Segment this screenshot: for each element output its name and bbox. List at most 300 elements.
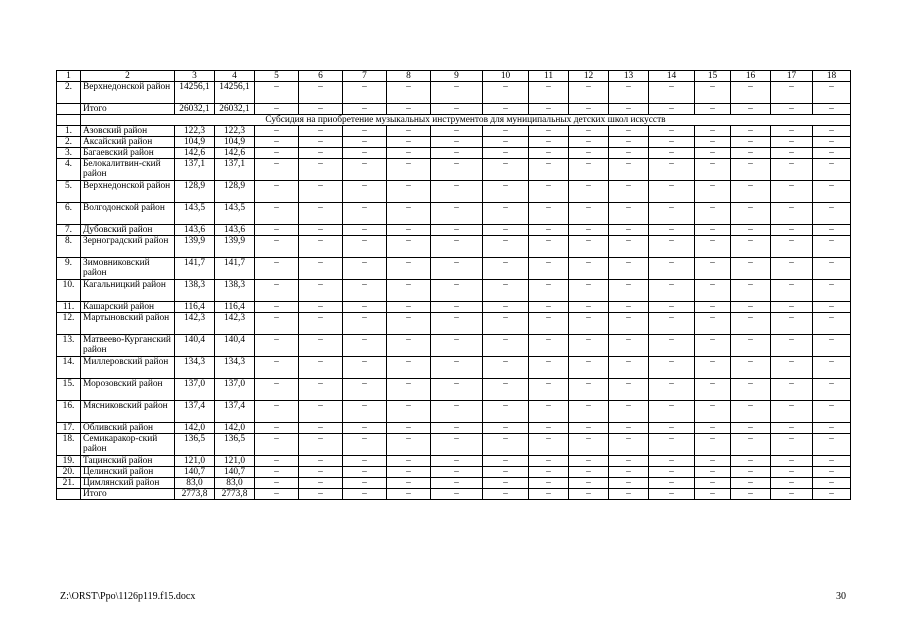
- column-header: 5: [255, 71, 299, 82]
- empty-dash-cell: –: [569, 467, 609, 478]
- empty-dash-cell: –: [343, 258, 387, 280]
- empty-dash-cell: –: [431, 335, 483, 357]
- table-row: [57, 104, 851, 115]
- empty-dash-cell: –: [695, 478, 731, 489]
- empty-dash-cell: –: [431, 302, 483, 313]
- empty-dash-cell: –: [649, 467, 695, 478]
- empty-dash-cell: –: [609, 379, 649, 401]
- empty-dash-cell: –: [387, 126, 431, 137]
- empty-dash-cell: –: [569, 313, 609, 335]
- empty-dash-cell: –: [609, 137, 649, 148]
- empty-dash-cell: –: [343, 137, 387, 148]
- empty-dash-cell: –: [299, 467, 343, 478]
- empty-dash-cell: –: [529, 434, 569, 456]
- empty-dash-cell: –: [649, 423, 695, 434]
- empty-dash-cell: –: [649, 456, 695, 467]
- row-number: 10.: [57, 280, 81, 302]
- column-header: 2: [81, 71, 175, 82]
- empty-dash-cell: –: [771, 313, 813, 335]
- empty-dash-cell: –: [255, 225, 299, 236]
- empty-dash-cell: –: [483, 280, 529, 302]
- empty-dash-cell: –: [483, 357, 529, 379]
- empty-dash-cell: –: [569, 357, 609, 379]
- empty-dash-cell: –: [771, 148, 813, 159]
- empty-dash-cell: –: [649, 236, 695, 258]
- empty-dash-cell: –: [529, 456, 569, 467]
- table-row: [57, 181, 851, 203]
- empty-dash-cell: –: [431, 82, 483, 104]
- empty-dash-cell: –: [343, 82, 387, 104]
- district-name: Белокалитвин-ский район: [81, 159, 175, 181]
- empty-dash-cell: –: [813, 82, 851, 104]
- empty-dash-cell: –: [813, 148, 851, 159]
- empty-dash-cell: –: [255, 148, 299, 159]
- empty-dash-cell: –: [529, 423, 569, 434]
- value-col-3: 2773,8: [175, 489, 215, 500]
- empty-dash-cell: –: [569, 379, 609, 401]
- row-number: 20.: [57, 467, 81, 478]
- district-name: Зимовниковский район: [81, 258, 175, 280]
- column-header: 6: [299, 71, 343, 82]
- empty-dash-cell: –: [609, 313, 649, 335]
- value-col-4: 134,3: [215, 357, 255, 379]
- empty-dash-cell: –: [255, 423, 299, 434]
- empty-dash-cell: –: [431, 181, 483, 203]
- budget-table: [56, 70, 851, 500]
- empty-dash-cell: –: [731, 357, 771, 379]
- empty-dash-cell: –: [483, 225, 529, 236]
- empty-dash-cell: –: [771, 478, 813, 489]
- empty-dash-cell: –: [343, 159, 387, 181]
- value-col-4: 122,3: [215, 126, 255, 137]
- district-name: Багаевский район: [81, 148, 175, 159]
- empty-dash-cell: –: [813, 280, 851, 302]
- value-col-3: 142,0: [175, 423, 215, 434]
- empty-dash-cell: –: [771, 104, 813, 115]
- empty-dash-cell: –: [529, 82, 569, 104]
- value-col-4: 141,7: [215, 258, 255, 280]
- empty-dash-cell: –: [609, 434, 649, 456]
- empty-dash-cell: –: [431, 467, 483, 478]
- table-row: [57, 280, 851, 302]
- empty-dash-cell: –: [649, 137, 695, 148]
- value-col-4: 137,4: [215, 401, 255, 423]
- empty-dash-cell: –: [771, 434, 813, 456]
- row-number: [57, 489, 81, 500]
- empty-dash-cell: –: [387, 434, 431, 456]
- district-name: Азовский район: [81, 126, 175, 137]
- district-name: Семикаракор-ский район: [81, 434, 175, 456]
- empty-dash-cell: –: [299, 379, 343, 401]
- value-col-4: 138,3: [215, 280, 255, 302]
- empty-dash-cell: –: [771, 236, 813, 258]
- row-number: 19.: [57, 456, 81, 467]
- district-name: Дубовский район: [81, 225, 175, 236]
- empty-dash-cell: –: [299, 258, 343, 280]
- value-col-4: 137,0: [215, 379, 255, 401]
- empty-dash-cell: –: [649, 478, 695, 489]
- empty-dash-cell: –: [649, 104, 695, 115]
- empty-dash-cell: –: [343, 478, 387, 489]
- value-col-3: 143,6: [175, 225, 215, 236]
- table-row: [57, 478, 851, 489]
- empty-dash-cell: –: [609, 478, 649, 489]
- empty-dash-cell: –: [431, 159, 483, 181]
- column-header: 12: [569, 71, 609, 82]
- empty-dash-cell: –: [813, 467, 851, 478]
- value-col-3: 137,1: [175, 159, 215, 181]
- district-name: Итого: [81, 489, 175, 500]
- empty-dash-cell: –: [431, 456, 483, 467]
- district-name: Волгодонской район: [81, 203, 175, 225]
- empty-dash-cell: –: [255, 126, 299, 137]
- empty-dash-cell: –: [569, 434, 609, 456]
- empty-dash-cell: –: [343, 401, 387, 423]
- empty-dash-cell: –: [731, 456, 771, 467]
- column-header: 7: [343, 71, 387, 82]
- empty-dash-cell: –: [609, 335, 649, 357]
- empty-dash-cell: –: [299, 434, 343, 456]
- table-row: [57, 357, 851, 379]
- empty-dash-cell: –: [483, 126, 529, 137]
- empty-dash-cell: –: [695, 280, 731, 302]
- empty-dash-cell: –: [649, 82, 695, 104]
- column-header: 10: [483, 71, 529, 82]
- empty-dash-cell: –: [695, 313, 731, 335]
- value-col-4: 128,9: [215, 181, 255, 203]
- empty-dash-cell: –: [813, 236, 851, 258]
- empty-dash-cell: –: [731, 280, 771, 302]
- empty-dash-cell: –: [343, 104, 387, 115]
- empty-dash-cell: –: [695, 258, 731, 280]
- row-number: 3.: [57, 148, 81, 159]
- empty-dash-cell: –: [731, 401, 771, 423]
- value-col-3: 139,9: [175, 236, 215, 258]
- empty-dash-cell: –: [387, 456, 431, 467]
- value-col-4: 142,0: [215, 423, 255, 434]
- empty-dash-cell: –: [299, 225, 343, 236]
- empty-dash-cell: –: [255, 104, 299, 115]
- empty-dash-cell: –: [387, 335, 431, 357]
- table-row: [57, 456, 851, 467]
- empty-dash-cell: –: [695, 236, 731, 258]
- empty-dash-cell: –: [731, 148, 771, 159]
- empty-dash-cell: –: [813, 434, 851, 456]
- empty-dash-cell: –: [813, 423, 851, 434]
- table-row: [57, 82, 851, 104]
- empty-dash-cell: –: [609, 159, 649, 181]
- empty-dash-cell: –: [299, 236, 343, 258]
- empty-dash-cell: –: [649, 401, 695, 423]
- row-number: 9.: [57, 258, 81, 280]
- empty-dash-cell: –: [255, 236, 299, 258]
- empty-dash-cell: –: [771, 302, 813, 313]
- value-col-3: 128,9: [175, 181, 215, 203]
- empty-dash-cell: –: [609, 203, 649, 225]
- empty-dash-cell: –: [695, 357, 731, 379]
- empty-dash-cell: –: [609, 357, 649, 379]
- column-header: 16: [731, 71, 771, 82]
- column-header: 8: [387, 71, 431, 82]
- empty-dash-cell: –: [813, 181, 851, 203]
- empty-dash-cell: –: [569, 159, 609, 181]
- empty-dash-cell: –: [731, 159, 771, 181]
- empty-dash-cell: –: [299, 335, 343, 357]
- empty-dash-cell: –: [569, 126, 609, 137]
- empty-dash-cell: –: [813, 401, 851, 423]
- value-col-4: 143,6: [215, 225, 255, 236]
- empty-dash-cell: –: [771, 137, 813, 148]
- empty-dash-cell: –: [299, 137, 343, 148]
- column-header: 13: [609, 71, 649, 82]
- column-header: 9: [431, 71, 483, 82]
- empty-dash-cell: –: [343, 126, 387, 137]
- empty-dash-cell: –: [609, 258, 649, 280]
- empty-dash-cell: –: [813, 258, 851, 280]
- district-name: Целинский район: [81, 467, 175, 478]
- empty-dash-cell: –: [255, 489, 299, 500]
- empty-dash-cell: –: [569, 401, 609, 423]
- district-name: Итого: [81, 104, 175, 115]
- value-col-3: 142,3: [175, 313, 215, 335]
- value-col-4: 143,5: [215, 203, 255, 225]
- empty-dash-cell: –: [649, 148, 695, 159]
- empty-dash-cell: –: [387, 302, 431, 313]
- empty-dash-cell: –: [649, 126, 695, 137]
- empty-dash-cell: –: [569, 258, 609, 280]
- empty-dash-cell: –: [813, 379, 851, 401]
- empty-dash-cell: –: [431, 225, 483, 236]
- empty-dash-cell: –: [609, 423, 649, 434]
- row-number: [57, 104, 81, 115]
- empty-dash-cell: –: [299, 203, 343, 225]
- empty-dash-cell: –: [255, 379, 299, 401]
- empty-dash-cell: –: [813, 203, 851, 225]
- empty-dash-cell: –: [649, 181, 695, 203]
- empty-dash-cell: –: [695, 104, 731, 115]
- empty-dash-cell: –: [771, 335, 813, 357]
- value-col-3: 137,4: [175, 401, 215, 423]
- empty-dash-cell: –: [529, 478, 569, 489]
- empty-dash-cell: –: [387, 203, 431, 225]
- column-header: 17: [771, 71, 813, 82]
- table-row: [57, 236, 851, 258]
- empty-dash-cell: –: [731, 489, 771, 500]
- table-row: [57, 423, 851, 434]
- empty-dash-cell: –: [483, 401, 529, 423]
- value-col-4: 26032,1: [215, 104, 255, 115]
- table-row: [57, 148, 851, 159]
- district-name: Кагальницкий район: [81, 280, 175, 302]
- empty-dash-cell: –: [343, 236, 387, 258]
- table-row: [57, 258, 851, 280]
- empty-dash-cell: –: [649, 357, 695, 379]
- empty-dash-cell: –: [695, 335, 731, 357]
- empty-dash-cell: –: [609, 280, 649, 302]
- empty-dash-cell: –: [431, 236, 483, 258]
- empty-dash-cell: –: [569, 82, 609, 104]
- empty-dash-cell: –: [387, 489, 431, 500]
- value-col-4: 142,3: [215, 313, 255, 335]
- empty-dash-cell: –: [813, 489, 851, 500]
- empty-dash-cell: –: [299, 126, 343, 137]
- empty-dash-cell: –: [609, 148, 649, 159]
- empty-dash-cell: –: [695, 434, 731, 456]
- district-name: Морозовский район: [81, 379, 175, 401]
- empty-dash-cell: –: [529, 203, 569, 225]
- row-number: 8.: [57, 236, 81, 258]
- district-name: Цимлянский район: [81, 478, 175, 489]
- empty-dash-cell: –: [431, 280, 483, 302]
- empty-dash-cell: –: [299, 302, 343, 313]
- district-name: Матвеево-Курганский район: [81, 335, 175, 357]
- empty-dash-cell: –: [431, 379, 483, 401]
- empty-dash-cell: –: [609, 401, 649, 423]
- value-col-4: 137,1: [215, 159, 255, 181]
- value-col-4: 136,5: [215, 434, 255, 456]
- value-col-4: 14256,1: [215, 82, 255, 104]
- empty-dash-cell: –: [609, 302, 649, 313]
- empty-dash-cell: –: [299, 280, 343, 302]
- empty-dash-cell: –: [529, 313, 569, 335]
- table-row: [57, 434, 851, 456]
- empty-dash-cell: –: [731, 203, 771, 225]
- value-col-3: 121,0: [175, 456, 215, 467]
- row-number: 5.: [57, 181, 81, 203]
- district-name: Кашарский район: [81, 302, 175, 313]
- header-row: [57, 71, 851, 82]
- value-col-4: 121,0: [215, 456, 255, 467]
- empty-dash-cell: –: [529, 148, 569, 159]
- empty-dash-cell: –: [529, 137, 569, 148]
- empty-dash-cell: –: [387, 104, 431, 115]
- empty-dash-cell: –: [529, 181, 569, 203]
- empty-dash-cell: –: [695, 148, 731, 159]
- empty-dash-cell: –: [731, 258, 771, 280]
- row-number: 2.: [57, 82, 81, 104]
- empty-dash-cell: –: [771, 401, 813, 423]
- empty-dash-cell: –: [483, 181, 529, 203]
- empty-dash-cell: –: [813, 225, 851, 236]
- empty-dash-cell: –: [695, 126, 731, 137]
- empty-dash-cell: –: [299, 159, 343, 181]
- empty-dash-cell: –: [813, 137, 851, 148]
- empty-dash-cell: –: [343, 423, 387, 434]
- column-header: 3: [175, 71, 215, 82]
- empty-dash-cell: –: [771, 82, 813, 104]
- empty-dash-cell: –: [695, 181, 731, 203]
- empty-dash-cell: –: [299, 456, 343, 467]
- empty-dash-cell: –: [813, 335, 851, 357]
- empty-dash-cell: –: [343, 467, 387, 478]
- empty-dash-cell: –: [731, 137, 771, 148]
- value-col-4: 140,7: [215, 467, 255, 478]
- value-col-3: 141,7: [175, 258, 215, 280]
- empty-dash-cell: –: [529, 126, 569, 137]
- empty-dash-cell: –: [695, 302, 731, 313]
- empty-dash-cell: –: [299, 313, 343, 335]
- row-number: 15.: [57, 379, 81, 401]
- table-row: [57, 489, 851, 500]
- table-row: [57, 313, 851, 335]
- empty-dash-cell: –: [529, 258, 569, 280]
- empty-dash-cell: –: [431, 489, 483, 500]
- empty-dash-cell: –: [483, 148, 529, 159]
- empty-dash-cell: –: [299, 423, 343, 434]
- value-col-4: 104,9: [215, 137, 255, 148]
- empty-dash-cell: –: [771, 126, 813, 137]
- empty-dash-cell: –: [343, 489, 387, 500]
- empty-dash-cell: –: [255, 82, 299, 104]
- empty-dash-cell: –: [387, 357, 431, 379]
- empty-dash-cell: –: [731, 82, 771, 104]
- empty-dash-cell: –: [771, 489, 813, 500]
- empty-dash-cell: –: [529, 302, 569, 313]
- empty-dash-cell: –: [731, 423, 771, 434]
- empty-dash-cell: –: [529, 225, 569, 236]
- empty-dash-cell: –: [483, 104, 529, 115]
- empty-dash-cell: –: [387, 159, 431, 181]
- table-row: [57, 467, 851, 478]
- table-row: [57, 379, 851, 401]
- empty-dash-cell: –: [255, 478, 299, 489]
- empty-dash-cell: –: [483, 137, 529, 148]
- table-row: [57, 335, 851, 357]
- empty-dash-cell: –: [649, 258, 695, 280]
- empty-dash-cell: –: [343, 225, 387, 236]
- empty-dash-cell: –: [343, 181, 387, 203]
- empty-dash-cell: –: [569, 181, 609, 203]
- empty-dash-cell: –: [649, 159, 695, 181]
- empty-dash-cell: –: [695, 82, 731, 104]
- empty-dash-cell: –: [483, 423, 529, 434]
- empty-dash-cell: –: [387, 401, 431, 423]
- value-col-4: 2773,8: [215, 489, 255, 500]
- row-number: 12.: [57, 313, 81, 335]
- empty-dash-cell: –: [731, 181, 771, 203]
- empty-dash-cell: –: [255, 181, 299, 203]
- empty-dash-cell: –: [255, 401, 299, 423]
- empty-dash-cell: –: [387, 467, 431, 478]
- empty-dash-cell: –: [529, 379, 569, 401]
- empty-dash-cell: –: [255, 280, 299, 302]
- empty-dash-cell: –: [299, 401, 343, 423]
- row-number: 6.: [57, 203, 81, 225]
- value-col-3: 140,7: [175, 467, 215, 478]
- empty-dash-cell: –: [649, 302, 695, 313]
- section-title: Субсидия на приобретение музыкальных инструментов для муниципальных детских школ искусств: [81, 115, 851, 126]
- empty-dash-cell: –: [343, 148, 387, 159]
- empty-dash-cell: –: [731, 434, 771, 456]
- empty-dash-cell: –: [255, 313, 299, 335]
- empty-dash-cell: –: [813, 104, 851, 115]
- empty-dash-cell: –: [649, 225, 695, 236]
- row-number: 21.: [57, 478, 81, 489]
- empty-dash-cell: –: [813, 478, 851, 489]
- empty-dash-cell: –: [731, 379, 771, 401]
- row-number: 13.: [57, 335, 81, 357]
- empty-dash-cell: –: [771, 258, 813, 280]
- empty-dash-cell: –: [255, 357, 299, 379]
- value-col-3: 138,3: [175, 280, 215, 302]
- empty-dash-cell: –: [255, 159, 299, 181]
- table-row: [57, 203, 851, 225]
- empty-dash-cell: –: [771, 159, 813, 181]
- table-row: [57, 126, 851, 137]
- district-name: Миллеровский район: [81, 357, 175, 379]
- empty-dash-cell: –: [255, 203, 299, 225]
- value-col-4: 140,4: [215, 335, 255, 357]
